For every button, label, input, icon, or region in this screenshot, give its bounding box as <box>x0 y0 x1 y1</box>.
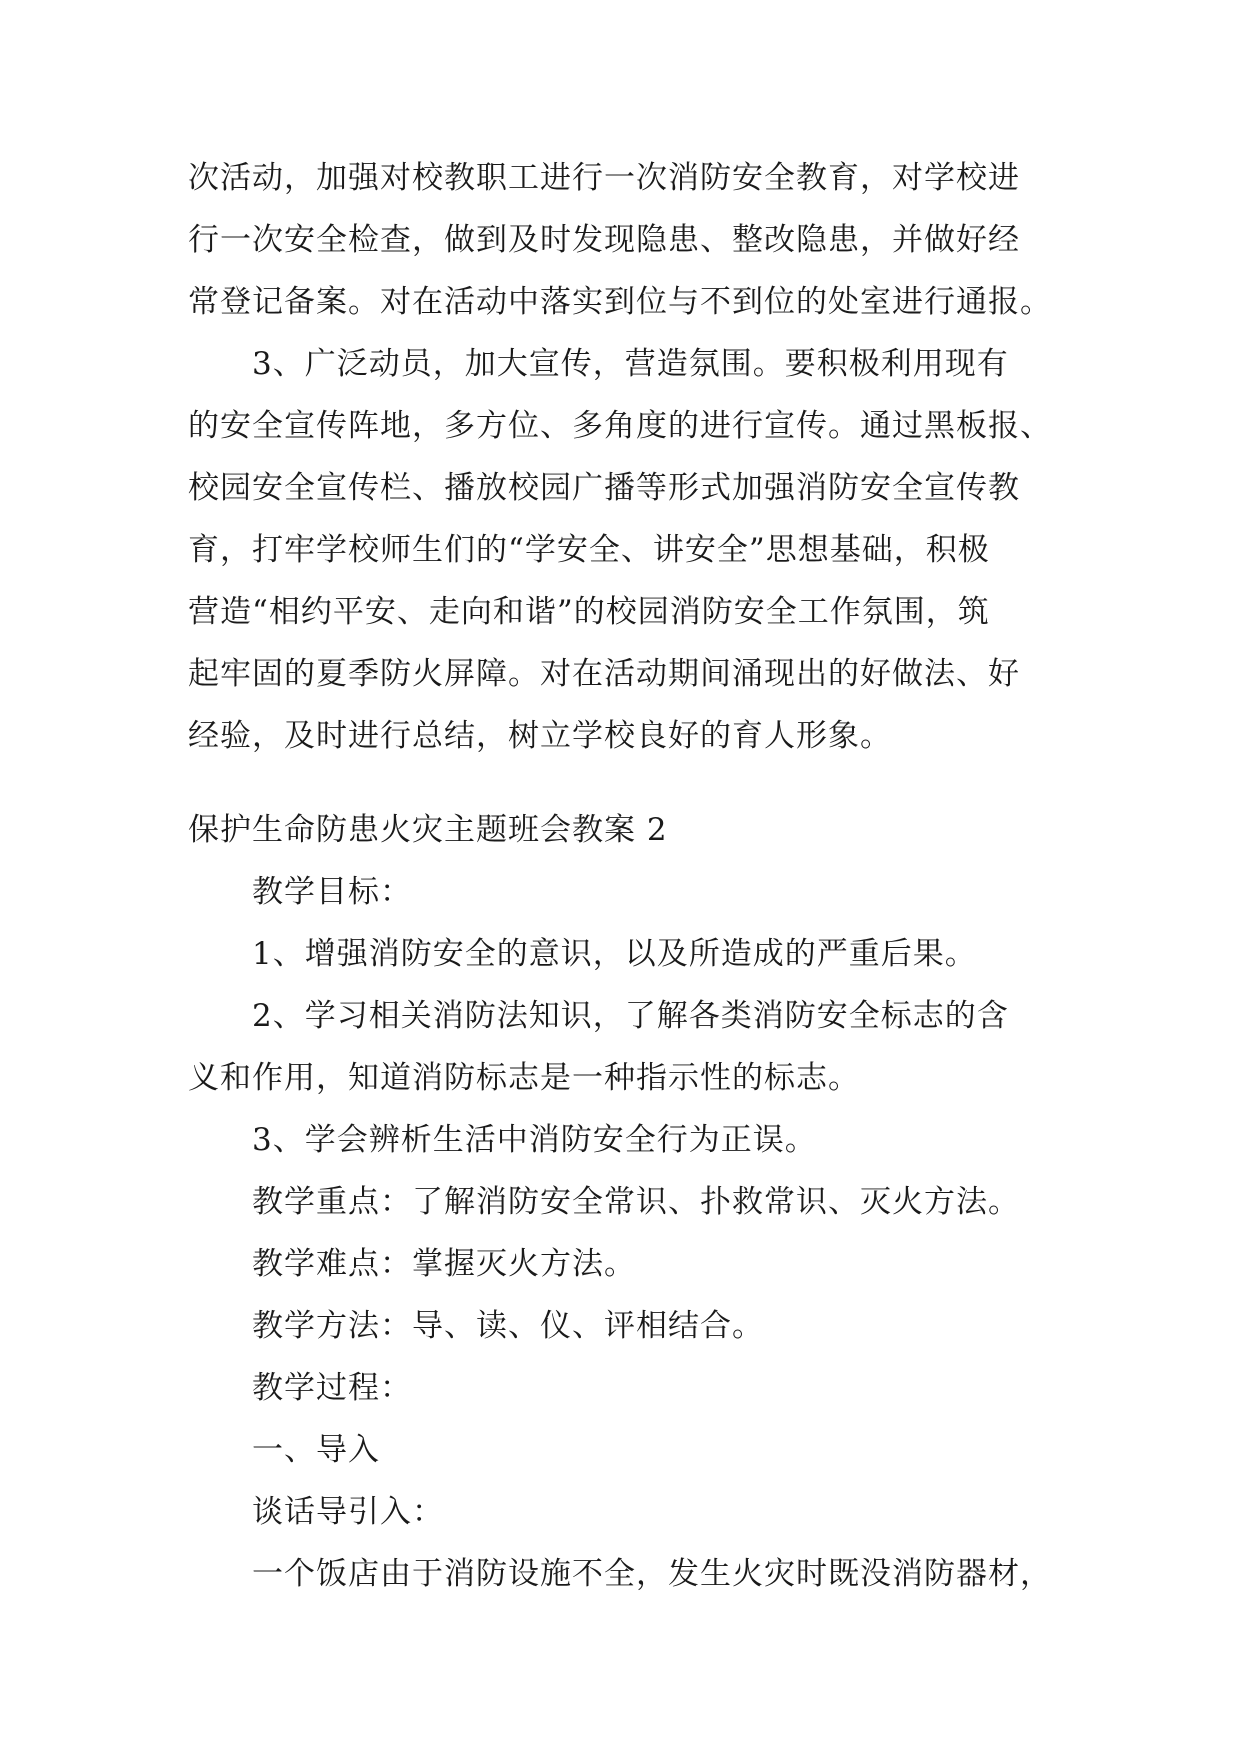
paragraph-line: 一、导入 <box>252 1432 380 1468</box>
paragraph-line: 谈话导引入： <box>252 1494 444 1530</box>
paragraph-line: 教学重点：了解消防安全常识、扑救常识、灭火方法。 <box>252 1184 1020 1220</box>
paragraph-line: 次活动，加强对校教职工进行一次消防安全教育，对学校进 <box>188 160 1020 196</box>
paragraph-line: 校园安全宣传栏、播放校园广播等形式加强消防安全宣传教 <box>188 470 1020 506</box>
section-title: 保护生命防患火灾主题班会教案 2 <box>188 812 668 848</box>
paragraph-line: 3、学会辨析生活中消防安全行为正误。 <box>252 1122 817 1158</box>
paragraph-line: 教学难点：掌握灭火方法。 <box>252 1246 636 1282</box>
paragraph-line: 教学目标： <box>252 874 412 910</box>
paragraph-line: 2、学习相关消防法知识，了解各类消防安全标志的含 <box>252 998 1009 1034</box>
paragraph-line: 行一次安全检查，做到及时发现隐患、整改隐患，并做好经 <box>188 222 1020 258</box>
paragraph-line: 常登记备案。对在活动中落实到位与不到位的处室进行通报。 <box>188 284 1052 320</box>
paragraph-line: 1、增强消防安全的意识，以及所造成的严重后果。 <box>252 936 977 972</box>
paragraph-line: 义和作用，知道消防标志是一种指示性的标志。 <box>188 1060 860 1096</box>
paragraph-line: 的安全宣传阵地，多方位、多角度的进行宣传。通过黑板报、 <box>188 408 1052 444</box>
paragraph-line: 3、广泛动员，加大宣传，营造氛围。要积极利用现有 <box>252 346 1009 382</box>
paragraph-line: 一个饭店由于消防设施不全，发生火灾时既没消防器材， <box>252 1556 1052 1592</box>
paragraph-line: 教学方法：导、读、仪、评相结合。 <box>252 1308 764 1344</box>
paragraph-line: 育，打牢学校师生们的“学安全、讲安全”思想基础，积极 <box>188 532 990 568</box>
paragraph-line: 教学过程： <box>252 1370 412 1406</box>
paragraph-line: 经验，及时进行总结，树立学校良好的育人形象。 <box>188 718 892 754</box>
paragraph-line: 营造“相约平安、走向和谐”的校园消防安全工作氛围，筑 <box>188 594 990 630</box>
paragraph-line: 起牢固的夏季防火屏障。对在活动期间涌现出的好做法、好 <box>188 656 1020 692</box>
